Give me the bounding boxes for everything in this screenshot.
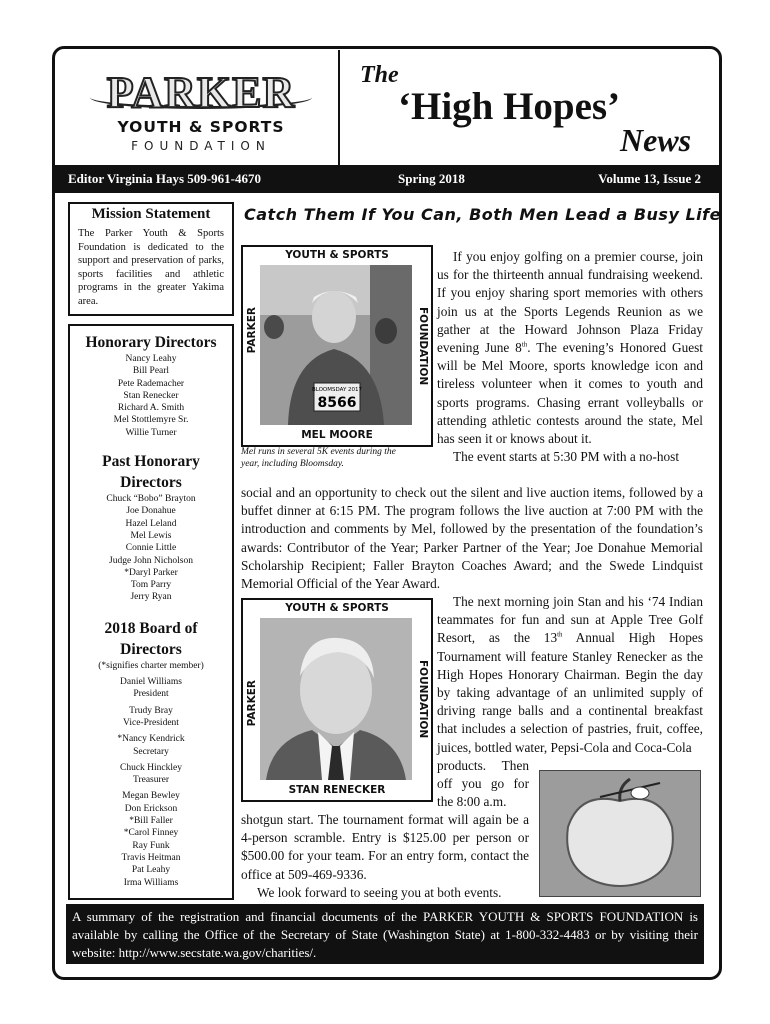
past-director-name: Hazel Leland (125, 518, 177, 529)
board-officer (70, 762, 232, 787)
board-officer (70, 733, 232, 758)
honorary-director-name: Stan Renecker (123, 390, 179, 401)
logo-foundation: FOUNDATION (131, 139, 271, 153)
board-member-name: Ray Funk (132, 840, 170, 851)
photo1-right-label: FOUNDATION (417, 307, 429, 386)
photo2-name-label: STAN RENECKER (288, 784, 386, 796)
article-narrow (437, 757, 529, 812)
photo2-left-label: PARKER (246, 680, 258, 727)
header-divider (338, 50, 340, 165)
board-officer (70, 676, 232, 701)
photo-stan-renecker (241, 598, 433, 802)
info-bar (55, 165, 719, 193)
photo1-left-label: PARKER (246, 307, 258, 354)
past-director-name: Connie Little (125, 543, 177, 554)
masthead-news: News (620, 122, 692, 158)
board-members (70, 790, 232, 888)
portrait-photo (260, 618, 412, 780)
p1-end: . The evening’s Honored Guest will be Mel Moore, sports knowledge icon and tireless volunteer when it comes to youth and sports programs. Chasing errant volleyballs or attending athletic contests around the state, Mel has seen it or knows about it. (437, 340, 704, 447)
honorary-title: Honorary Directors (85, 334, 217, 351)
board-member-name: Trudy Bray (129, 705, 173, 716)
board-member-name: Travis Heitman (121, 852, 181, 863)
honorary-list (70, 353, 232, 439)
photo1-name-label: MEL MOORE (301, 429, 373, 441)
directors-box (68, 324, 234, 900)
board-list (70, 676, 232, 889)
article-tournament (437, 593, 703, 757)
board-member-name: Megan Bewley (122, 791, 180, 802)
board-member-role: Treasurer (132, 775, 170, 786)
honorary-director-name: Willie Turner (125, 427, 177, 438)
article-end (241, 811, 529, 902)
board-member-name: Don Erickson (124, 803, 178, 814)
honorary-director-name: Mel Stottlemyre Sr. (113, 415, 189, 426)
board-member-name: Daniel Williams (120, 677, 182, 688)
board-member-name: *Carol Finney (123, 828, 179, 839)
honorary-director-name: Bill Pearl (132, 366, 170, 377)
past-honorary-list (70, 493, 232, 604)
past-director-name: Chuck “Bobo” Brayton (106, 494, 196, 505)
past-director-name: Mel Lewis (130, 530, 172, 541)
honorary-director-name: Pete Rademacher (117, 378, 185, 389)
board-member-role: President (133, 689, 169, 700)
bib-number: 8566 (317, 395, 357, 411)
p3-sup: th (557, 630, 563, 639)
past-director-name: Tom Parry (130, 580, 172, 591)
board-member-role: Secretary (133, 746, 169, 757)
article-paragraph-2: social and an opportunity to check out the silent and live auction items, followed by a buffet dinner at 6:15 PM. The program follows the live auction at 7:00 PM with the introduction and comments by Mel, followed by the presentation of the foundation’s awards: Contributor of the Year; Parker Partner of the Year; Joe Donahue Memorial Scholarship Recipient; Faller Brayton Coaches Award; and the Swede Lindquist Memorial Official of the Year Award. (241, 485, 703, 592)
board-member-name: *Nancy Kendrick (117, 734, 185, 745)
masthead-title: ‘High Hopes’ (398, 85, 621, 128)
article-headline: Catch Them If You Can, Both Men Lead a Busy Life (244, 205, 721, 224)
apple-golf-icon (540, 771, 700, 896)
article-paragraph-3-c: products. Then off you go for the 8:00 a.m. (437, 758, 529, 810)
board-member-role: Vice-President (123, 717, 179, 728)
logo-subtitle: YOUTH & SPORTS (117, 118, 285, 136)
board-officer (70, 705, 232, 730)
bib-event: BLOOMSDAY 2017 (311, 387, 363, 393)
board-member-name: *Bill Faller (129, 816, 173, 827)
p1-sup: th (521, 340, 528, 349)
past-director-name: *Daryl Parker (124, 567, 178, 578)
photo1-top-label: YOUTH & SPORTS (285, 249, 389, 261)
article-paragraph-2-start: The event starts at 5:30 PM with a no-host (453, 449, 680, 465)
board-member-name: Chuck Hinckley (119, 762, 182, 773)
p1-text: If you enjoy golfing on a premier course, join us for the thirteenth annual fundraising weekend. If you enjoy sharing sport memories with others join us at the Sports Legends Reunion as we gather at the Howard Johnson Plaza Friday evening June 8 (437, 249, 703, 356)
honorary-director-name: Nancy Leahy (125, 354, 177, 364)
masthead-the: The (360, 62, 399, 88)
board-member-name: Pat Leahy (131, 865, 171, 876)
board-title: 2018 Board of Directors (104, 619, 198, 658)
article-middle (241, 484, 703, 593)
past-director-name: Judge John Nicholson (109, 555, 193, 566)
mission-box (68, 202, 234, 316)
article-paragraph-3-d: shotgun start. The tournament format will again be a 4-person scramble. Entry is $125.00 per person or $500.00 for your team. For an entry form, contact the office at 509-469-9336. (241, 812, 529, 882)
photo2-right-label: FOUNDATION (417, 660, 429, 739)
photo1-caption: Mel runs in several 5K events during the year, including Bloomsday. (241, 447, 396, 469)
runner-photo (260, 265, 412, 425)
footer-notice: A summary of the registration and financial documents of the PARKER YOUTH & SPORTS FOUNDATION is available by calling the Office of the Secretary of State (Washington State) at 1-800-332-4483 or by visiting their website: http://www.secstate.wa.gov/charities/. (66, 904, 704, 964)
portrait-image (260, 618, 412, 780)
apple-illustration (539, 770, 701, 897)
past-director-name: Joe Donahue (126, 506, 176, 517)
article-intro (437, 248, 703, 466)
p3-text-b: Annual High Hopes Tournament will feature Stanley Renecker as the High Hopes Honorary Chairman. Begin the day by taking advantage of an unlimited supply of driving range balls and a continental breakfast that includes a selection of pastries, fruit, coffee, juices, bottled water, Pepsi-Cola and Coca-Cola (437, 630, 703, 755)
past-director-name: Jerry Ryan (130, 592, 172, 603)
board-member-name: Irma Williams (123, 877, 179, 888)
foundation-logo (88, 68, 314, 158)
photo2-top-label: YOUTH & SPORTS (285, 602, 389, 614)
mission-text: The Parker Youth & Sports Foundation is dedicated to the support and preservation of parks, sports facilities and athletic programs in the greater Yakima area. (78, 228, 224, 307)
board-note: (*signifies charter member) (98, 660, 204, 671)
runner-image (260, 265, 412, 425)
volume-info: Volume 13, Issue 2 (598, 171, 701, 186)
article-paragraph-3 (437, 593, 703, 757)
editor-info: Editor Virginia Hays 509-961-4670 (68, 171, 261, 186)
logo-name: PARKER (106, 68, 296, 117)
honorary-director-name: Richard A. Smith (117, 403, 185, 414)
mission-title: Mission Statement (91, 206, 211, 222)
article-paragraph-1 (437, 248, 703, 448)
issue-date: Spring 2018 (398, 171, 465, 186)
p3-text-a: The next morning join Stan and his ‘74 Indian teammates for fun and sun at Apple Tree Golf Resort, as the 13 (437, 594, 703, 646)
past-honorary-title: Past Honorary Directors (102, 453, 200, 492)
photo-mel-moore (241, 245, 433, 447)
article-paragraph-4: We look forward to seeing you at both events. (257, 884, 502, 900)
